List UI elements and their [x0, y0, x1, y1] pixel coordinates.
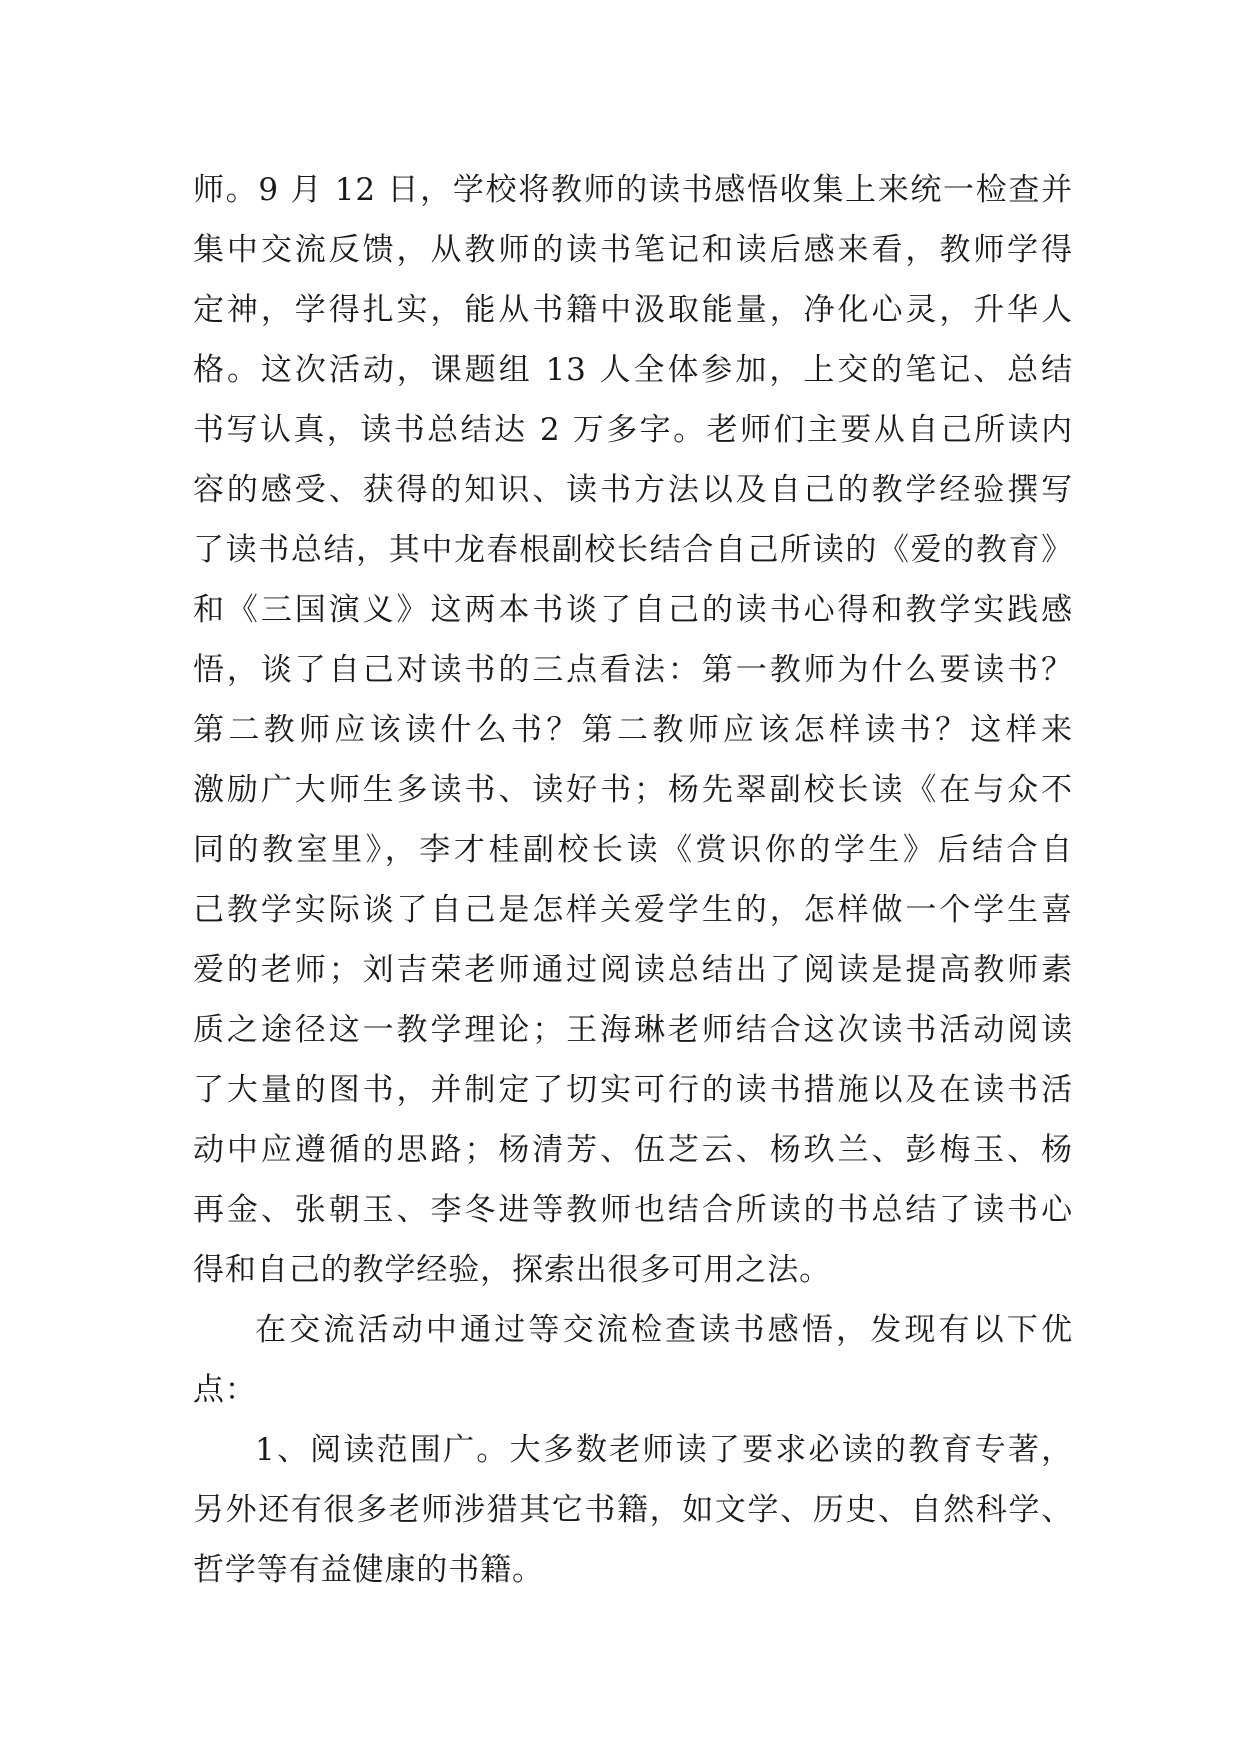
text-line: 哲学等有益健康的书籍。: [193, 1552, 544, 1588]
text-line: 得和自己的教学经验，探索出很多可用之法。: [193, 1252, 831, 1288]
text-line: 师。9 月 12 日，学校将教师的读书感悟收集上来统一检查并: [193, 172, 1073, 208]
text-line: 1、阅读范围广。大多数老师读了要求必读的教育专著，: [255, 1432, 1073, 1468]
document-body: [193, 160, 1073, 1600]
text-line: 定神，学得扎实，能从书籍中汲取能量，净化心灵，升华人: [193, 292, 1073, 328]
text-line: 了大量的图书，并制定了切实可行的读书措施以及在读书活: [193, 1072, 1073, 1108]
text-line: 和《三国演义》这两本书谈了自己的读书心得和教学实践感: [193, 592, 1073, 628]
text-line: 了读书总结，其中龙春根副校长结合自己所读的《爱的教育》: [193, 532, 1073, 568]
text-line: 书写认真，读书总结达 2 万多字。老师们主要从自己所读内: [193, 412, 1073, 448]
text-line: 动中应遵循的思路；杨清芳、伍芝云、杨玖兰、彭梅玉、杨: [193, 1132, 1073, 1168]
text-line: 第二教师应该读什么书？第二教师应该怎样读书？这样来: [193, 712, 1073, 748]
text-line: 激励广大师生多读书、读好书；杨先翠副校长读《在与众不: [193, 772, 1073, 808]
text-line: 悟，谈了自己对读书的三点看法：第一教师为什么要读书？: [193, 652, 1073, 688]
text-line: 质之途径这一教学理论；王海琳老师结合这次读书活动阅读: [193, 1012, 1073, 1048]
text-line: 点：: [193, 1372, 257, 1408]
text-line: 再金、张朝玉、李冬进等教师也结合所读的书总结了读书心: [193, 1192, 1073, 1228]
text-line: 己教学实际谈了自己是怎样关爱学生的，怎样做一个学生喜: [193, 892, 1073, 928]
text-line: 容的感受、获得的知识、读书方法以及自己的教学经验撰写: [193, 472, 1073, 508]
text-line: 爱的老师；刘吉荣老师通过阅读总结出了阅读是提高教师素: [193, 952, 1073, 988]
text-line: 格。这次活动，课题组 13 人全体参加，上交的笔记、总结: [193, 352, 1073, 388]
text-line: 另外还有很多老师涉猎其它书籍，如文学、历史、自然科学、: [193, 1492, 1073, 1528]
text-line: 在交流活动中通过等交流检查读书感悟，发现有以下优: [255, 1312, 1073, 1348]
text-line: 集中交流反馈，从教师的读书笔记和读后感来看，教师学得: [193, 232, 1073, 268]
text-line: 同的教室里》，李才桂副校长读《赏识你的学生》后结合自: [193, 832, 1073, 868]
